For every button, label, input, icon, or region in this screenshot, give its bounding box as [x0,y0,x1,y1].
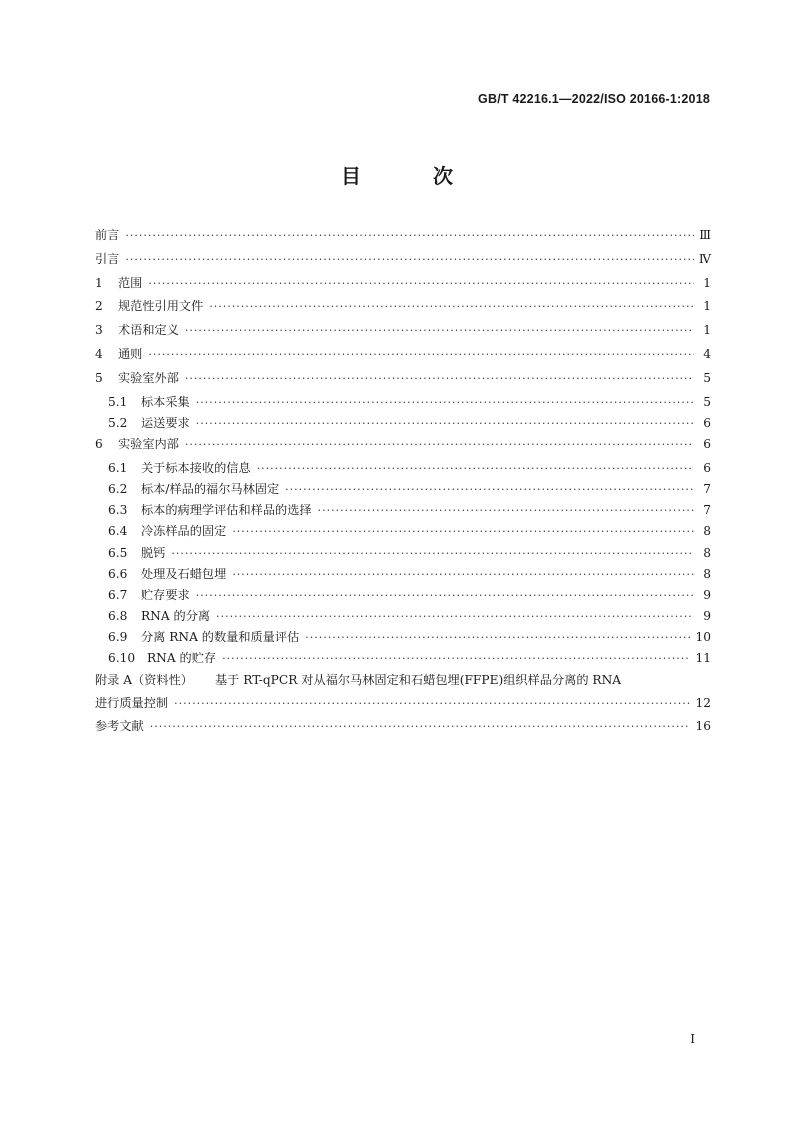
toc-label: 引言 [95,251,120,266]
toc-page-number: 8 [703,545,711,560]
leader-dots [305,631,690,644]
toc-section-number: 6.10 [108,651,136,666]
table-of-contents [95,226,711,741]
toc-section-number: 6.1 [108,460,128,475]
toc-entry[interactable] [95,414,711,435]
toc-entry[interactable] [95,459,711,480]
toc-page-number: 16 [695,719,711,734]
toc-label: RNA 的分离 [141,609,211,624]
leader-dots [148,348,694,361]
toc-page-number: 7 [703,481,711,496]
toc-label: RNA 的贮存 [147,651,217,666]
toc-label: 实验室外部 [118,370,179,385]
toc-entry[interactable] [95,480,711,501]
toc-page-number: Ⅳ [698,251,711,266]
toc-section-number: 6.6 [108,566,128,581]
leader-dots [174,697,690,710]
toc-page-number: 5 [703,370,711,385]
toc-section-number: 5.1 [108,394,128,409]
toc-entry[interactable] [95,607,711,628]
toc-entry[interactable] [95,226,711,250]
toc-entries [95,226,711,671]
toc-section-number: 2 [95,299,103,314]
toc-entry[interactable] [95,369,711,393]
leader-dots [257,462,694,475]
toc-page-number: 6 [703,415,711,430]
toc-label: 通则 [118,346,143,361]
leader-dots [125,229,694,242]
toc-section-number: 5.2 [108,415,128,430]
leader-dots [222,652,690,665]
toc-section-number: 4 [95,346,103,361]
toc-page-number: 6 [703,436,711,451]
toc-label: 术语和定义 [118,323,179,338]
toc-page-number: 6 [703,460,711,475]
toc-page-number: 11 [695,651,711,666]
toc-page-number: 5 [703,394,711,409]
toc-label: 标本采集 [141,394,190,409]
toc-section-number: 6.2 [108,481,128,496]
leader-dots [318,504,694,517]
leader-dots [196,589,694,602]
toc-entry[interactable] [95,297,711,321]
toc-entry[interactable] [95,522,711,543]
leader-dots [216,610,694,623]
leader-dots [125,253,693,266]
standard-number: GB/T 42216.1—2022/ISO 20166-1:2018 [478,92,710,106]
toc-label: 脱钙 [141,545,166,560]
leader-dots [150,720,691,733]
toc-label: 分离 RNA 的数量和质量评估 [141,630,300,645]
leader-dots [185,324,694,337]
toc-page-number: 8 [703,566,711,581]
toc-section-number: 6.8 [108,609,128,624]
toc-section-number: 6.3 [108,503,128,518]
toc-page-number: 9 [703,609,711,624]
toc-entry[interactable] [95,274,711,298]
leader-dots [171,547,694,560]
toc-entry[interactable] [95,345,711,369]
page-title: 目 次 [341,164,479,188]
toc-label: 规范性引用文件 [118,299,204,314]
leader-dots [232,525,694,538]
toc-label: 处理及石蜡包埋 [141,566,227,581]
toc-section-number: 6.9 [108,630,128,645]
toc-section-number: 3 [95,323,103,338]
toc-entry-references[interactable] [95,717,711,741]
toc-page-number: 1 [703,299,711,314]
toc-page-number: Ⅲ [699,228,711,242]
page-number-footer: I [690,1032,695,1046]
toc-label: 标本的病理学评估和样品的选择 [141,503,312,518]
toc-label: 标本/样品的福尔马林固定 [141,481,280,496]
toc-entry[interactable] [95,435,711,459]
toc-label: 范围 [118,275,143,290]
leader-dots [209,300,694,313]
appendix-title-line2: 进行质量控制 [95,695,169,710]
toc-section-number: 1 [95,275,103,290]
toc-label: 贮存要求 [141,587,190,602]
toc-label: 前言 [95,228,120,242]
leader-dots [185,372,694,385]
toc-page-number: 7 [703,503,711,518]
toc-label: 冷冻样品的固定 [141,524,227,539]
toc-page-number: 4 [703,346,711,361]
toc-entry[interactable] [95,250,711,274]
toc-entry[interactable] [95,544,711,565]
toc-page-number: 1 [703,323,711,338]
leader-dots [196,417,694,430]
leader-dots [185,438,694,451]
toc-entry[interactable] [95,586,711,607]
toc-page-number: 1 [703,275,711,290]
toc-section-number: 6 [95,436,103,451]
appendix-title-line1: 基于 RT-qPCR 对从福尔马林固定和石蜡包埋(FFPE)组织样品分离的 RNA [215,672,622,687]
toc-section-number: 6.4 [108,524,128,539]
toc-entry-appendix-a-cont[interactable] [95,694,711,718]
toc-entry[interactable] [95,501,711,522]
toc-entry[interactable] [95,565,711,586]
toc-section-number: 6.5 [108,545,128,560]
toc-entry[interactable] [95,321,711,345]
leader-dots [148,277,694,290]
toc-label: 运送要求 [141,415,190,430]
toc-page-number: 12 [695,695,711,710]
toc-entry[interactable] [95,393,711,414]
toc-label: 实验室内部 [118,436,179,451]
leader-dots [196,396,694,409]
leader-dots [232,568,694,581]
toc-page-number: 10 [695,630,711,645]
leader-dots [285,483,694,496]
toc-entry[interactable] [95,628,711,649]
toc-page-number: 8 [703,524,711,539]
toc-section-number: 6.7 [108,587,128,602]
appendix-tag: 附录 A（资料性） [95,672,193,687]
toc-section-number: 5 [95,370,103,385]
toc-label: 参考文献 [95,719,144,734]
toc-label: 关于标本接收的信息 [141,460,251,475]
toc-entry-appendix-a[interactable] [95,671,711,694]
toc-page-number: 9 [703,587,711,602]
toc-entry[interactable] [95,649,711,670]
